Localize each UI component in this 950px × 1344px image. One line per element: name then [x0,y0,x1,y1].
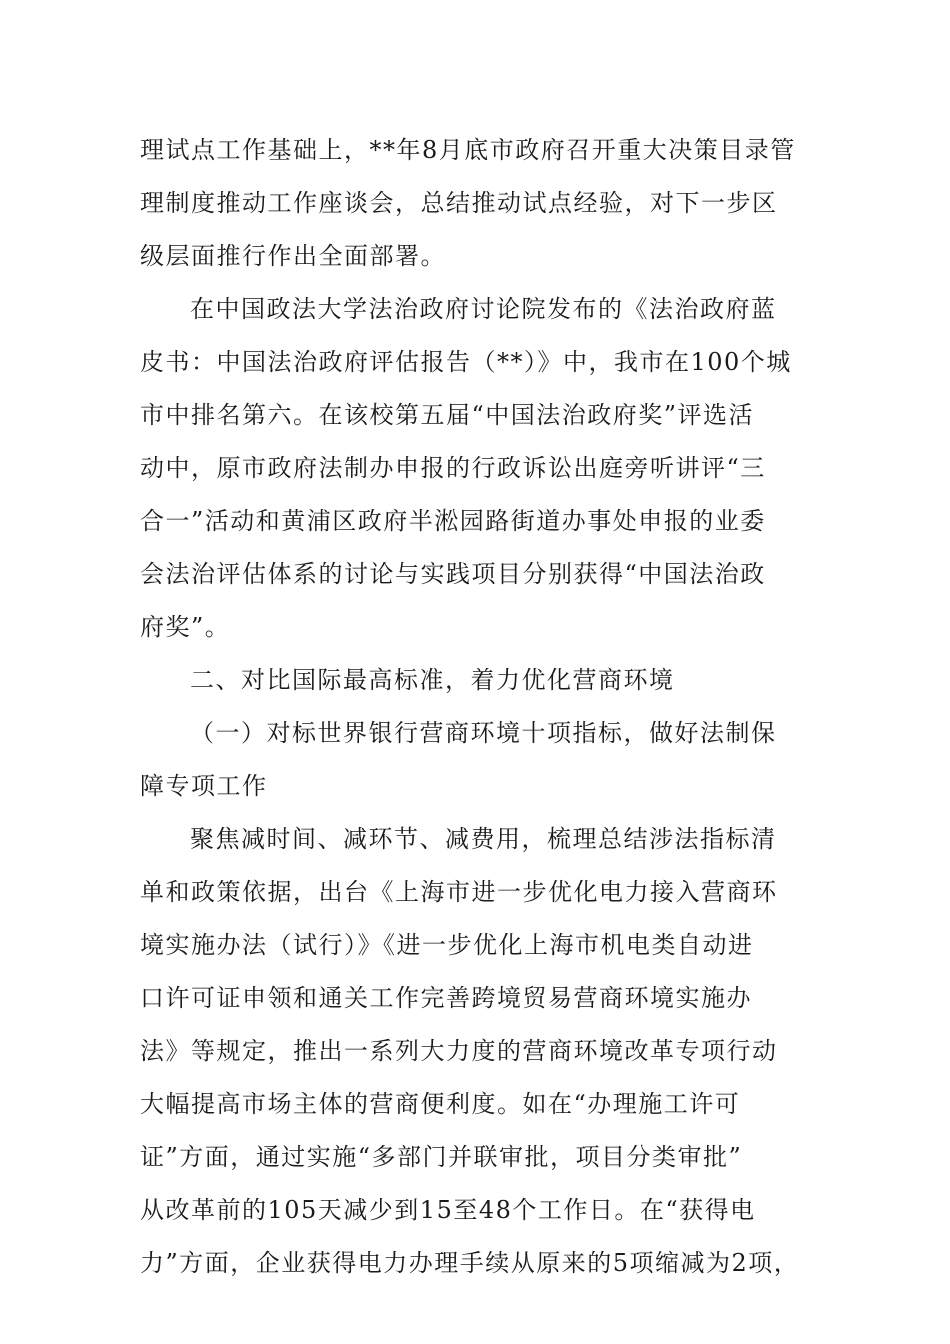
text-line-16: 境实施办法（试行）》《进一步优化上海市机电类自动进 [140,931,754,959]
text-line-10: 府奖”。 [140,613,231,641]
text-line-22: 力”方面，企业获得电力办理手续从原来的5项缩减为2项， [140,1249,800,1277]
text-line-1: 理试点工作基础上，**年8月底市政府召开重大决策目录管 [140,136,796,164]
text-line-2: 理制度推动工作座谈会，总结推动试点经验，对下一步区 [140,189,778,217]
text-line-7: 动中，原市政府法制办申报的行政诉讼出庭旁听讲评“三 [140,454,766,482]
subsection-heading-line-1: （一）对标世界银行营商环境十项指标，做好法制保 [190,719,777,747]
text-line-20: 证”方面，通过实施“多部门并联审批，项目分类审批” [140,1143,743,1171]
text-line-3: 级层面推行作出全面部署。 [140,242,446,270]
section-heading: 二、对比国际最高标准，着力优化营商环境 [190,666,675,694]
text-line-4: 在中国政法大学法治政府讨论院发布的《法治政府蓝 [190,295,777,323]
text-line-15: 单和政策依据，出台《上海市进一步优化电力接入营商环 [140,878,778,906]
text-line-18: 法》等规定，推出一系列大力度的营商环境改革专项行动 [140,1037,778,1065]
text-line-6: 市中排名第六。在该校第五届“中国法治政府奖”评选活 [140,401,755,429]
text-line-8: 合一”活动和黄浦区政府半淞园路街道办事处申报的业委 [140,507,766,535]
text-line-14: 聚焦减时间、减环节、减费用，梳理总结涉法指标清 [190,825,777,853]
text-line-5: 皮书：中国法治政府评估报告（**）》中，我市在100个城 [140,348,792,376]
text-line-17: 口许可证申领和通关工作完善跨境贸易营商环境实施办 [140,984,752,1012]
subsection-heading-line-2: 障专项工作 [140,772,268,800]
text-line-21: 从改革前的105天减少到15至48个工作日。在“获得电 [140,1196,756,1224]
text-line-19: 大幅提高市场主体的营商便利度。如在“办理施工许可 [140,1090,741,1118]
text-line-9: 会法治评估体系的讨论与实践项目分别获得“中国法治政 [140,560,766,588]
